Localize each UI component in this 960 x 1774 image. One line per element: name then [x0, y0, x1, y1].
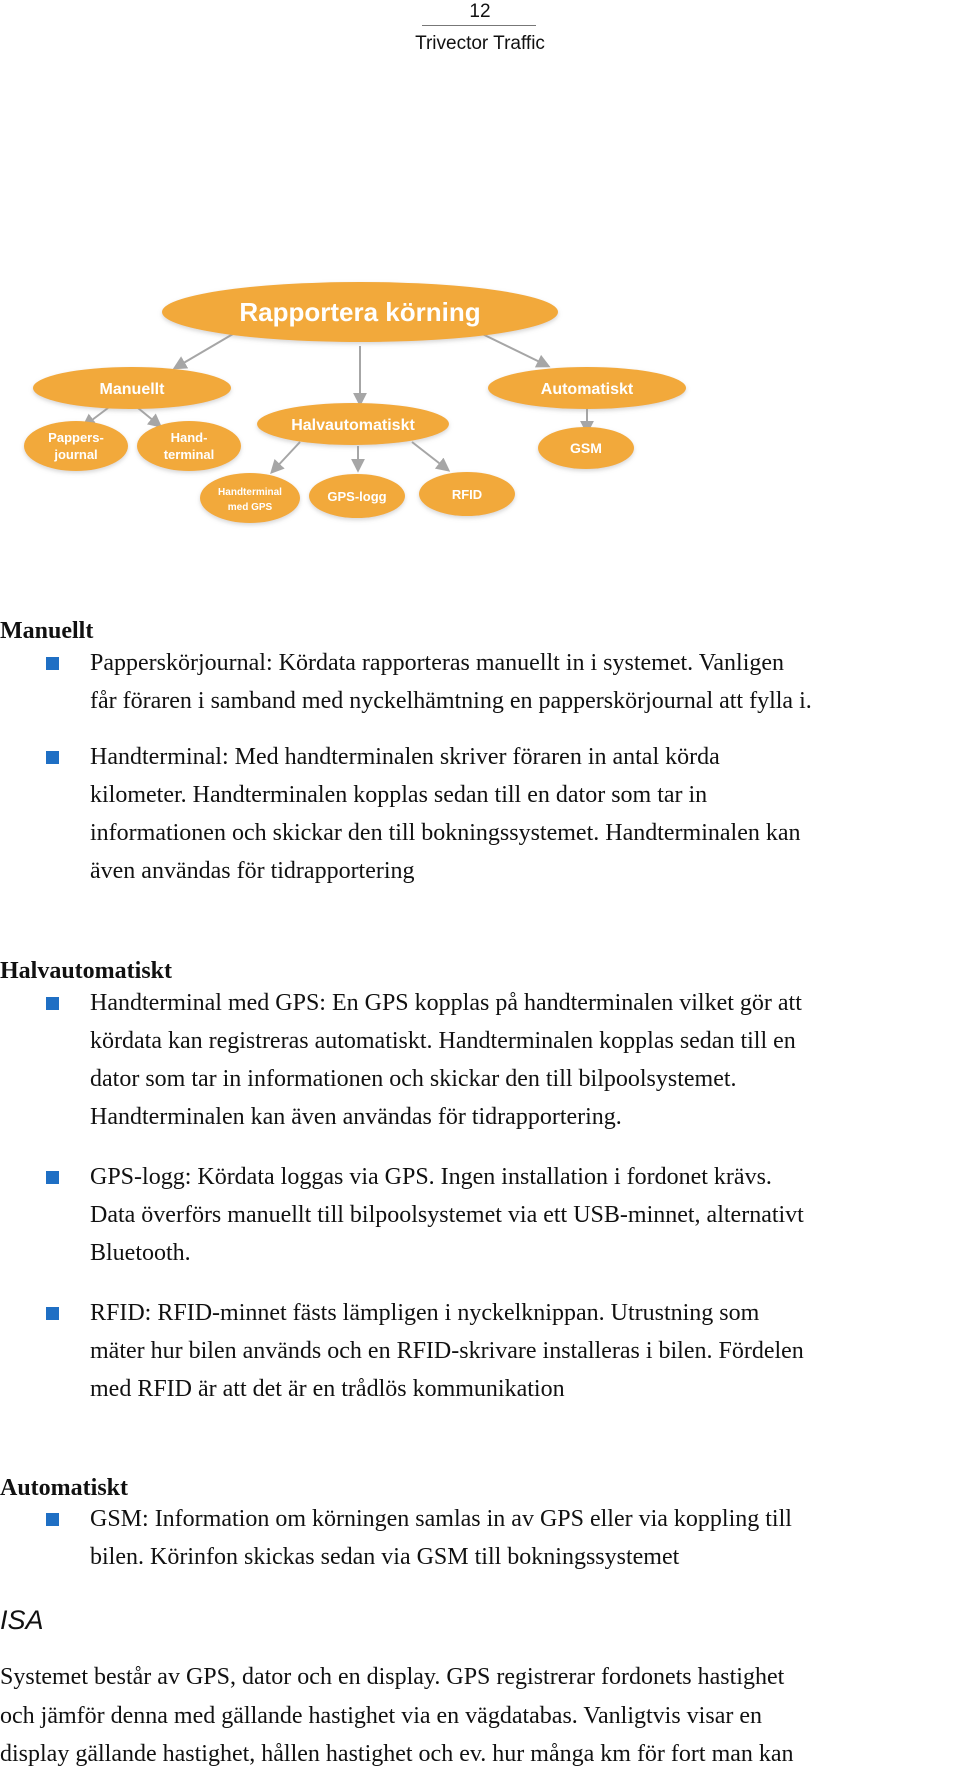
- header-divider: [422, 25, 536, 26]
- page-number: 12: [469, 1, 491, 22]
- node-handgps-label-1: Handterminal: [218, 487, 282, 498]
- node-gsm-label: GSM: [570, 440, 602, 456]
- node-paper-label-2: journal: [54, 447, 98, 462]
- arrow-semi-handgps: [272, 442, 300, 472]
- bullet-square-icon: [46, 751, 59, 764]
- list-item-gsm: GSM: Information om körningen samlas in av GPS eller via koppling till bilen. Körinfon skickas sedan via GSM till bokningssystemet: [90, 1506, 792, 1570]
- header-title: Trivector Traffic: [415, 33, 545, 54]
- section-heading-semi: Halvautomatiskt: [0, 958, 173, 984]
- node-hand-label-2: terminal: [163, 447, 215, 462]
- section-heading-auto: Automatiskt: [0, 1475, 129, 1501]
- bullet-square-icon: [46, 1513, 59, 1526]
- node-handgps-label-2: med GPS: [227, 502, 273, 513]
- node-manual-label: Manuellt: [99, 381, 165, 398]
- node-paper-label-1: Pappers-: [48, 430, 104, 445]
- list-item-handterminal-gps: Handterminal med GPS: En GPS kopplas på handterminalen vilket gör att kördata kan registreras automatiskt. Handterminalen kopplas sedan till en dator som tar in informationen och skickar den till bilpoolsystemet. Handterminalen kan även användas för tidrapportering.: [90, 990, 802, 1130]
- bullet-square-icon: [46, 997, 59, 1010]
- list-item-rfid: RFID: RFID-minnet fästs lämpligen i nyckelknippan. Utrustning som mäter hur bilen används och en RFID-skrivare installeras i bilen. Fördelen med RFID är att det är en trådlös kommunikation: [90, 1300, 804, 1402]
- node-gpslog-label: GPS-logg: [327, 489, 387, 504]
- arrow-semi-rfid: [412, 442, 448, 470]
- reporting-diagram: [0, 270, 960, 540]
- node-handgps: [200, 473, 300, 523]
- node-auto-label: Automatiskt: [540, 381, 634, 398]
- node-rfid-label: RFID: [451, 487, 483, 502]
- bullet-square-icon: [46, 1171, 59, 1184]
- list-item-handterminal: Handterminal: Med handterminalen skriver föraren in antal körda kilometer. Handterminalen kopplas sedan till en dator som tar in informationen och skickar den till bokningssystemet. Handterminalen kan även användas för tidrapportering: [90, 744, 801, 884]
- node-hand-label-1: Hand-: [170, 430, 208, 445]
- section-heading-isa: ISA: [0, 1605, 44, 1635]
- node-hand: [137, 421, 241, 471]
- list-item-paper-journal: Papperskörjournal: Kördata rapporteras manuellt in i systemet. Vanligen får föraren i samband med nyckelhämtning en papperskörjournal att fylla i.: [90, 650, 812, 714]
- isa-paragraph: Systemet består av GPS, dator och en display. GPS registrerar fordonets hastighet och jämför denna med gällande hastighet via en vägdatabas. Vanligtvis visar en display gällande hastighet, hållen hastighet och ev. hur många km för fort man kan: [0, 1664, 794, 1767]
- list-item-gps-logg: GPS-logg: Kördata loggas via GPS. Ingen installation i fordonet krävs. Data överförs manuellt till bilpoolsystemet via ett USB-minnet, alternativt Bluetooth.: [90, 1164, 804, 1266]
- node-semi-label: Halvautomatiskt: [291, 417, 415, 434]
- section-heading-manual: Manuellt: [0, 618, 94, 644]
- bullet-square-icon: [46, 1307, 59, 1320]
- arrow-manual-hand: [138, 408, 160, 426]
- node-root-label: Rapportera körning: [239, 297, 481, 327]
- node-paper: [24, 421, 128, 471]
- bullet-square-icon: [46, 657, 59, 670]
